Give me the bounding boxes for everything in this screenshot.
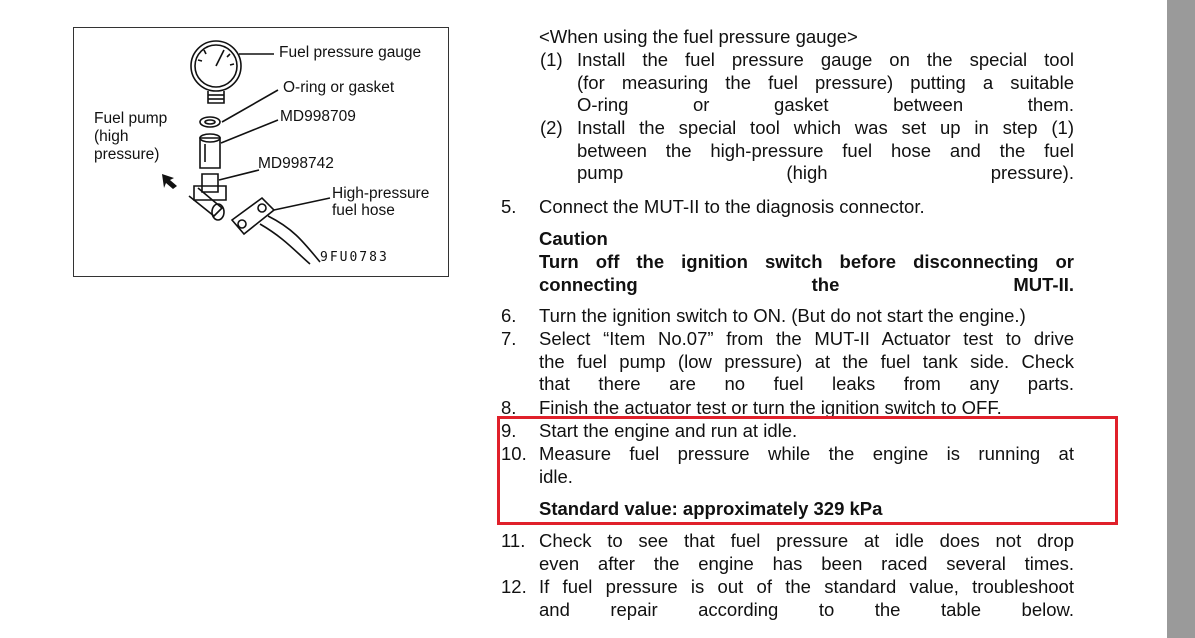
step10-number: 10. xyxy=(501,443,527,464)
figure-code: 9FU0783 xyxy=(320,250,389,265)
step7-number: 7. xyxy=(501,328,517,349)
step12-line: If fuel pressure is out of the standard value, troubleshoot xyxy=(539,576,1074,597)
step11-line: Check to see that fuel pressure at idle does not drop xyxy=(539,530,1074,551)
caution-line: connecting the MUT-II. xyxy=(539,273,1074,295)
step11-line: even after the engine has been raced several times. xyxy=(539,552,1074,574)
step10-line: Measure fuel pressure while the engine is running at xyxy=(539,443,1074,464)
step8-text: Finish the actuator test or turn the ignition switch to OFF. xyxy=(539,397,1002,418)
label-oring: O-ring or gasket xyxy=(283,79,395,96)
step6-text: Turn the ignition switch to ON. (But do not start the engine.) xyxy=(539,305,1026,326)
sub1-line: O-ring or gasket between them. xyxy=(577,94,1074,115)
label-md998742: MD998742 xyxy=(258,155,334,172)
sub1-text xyxy=(577,49,1074,116)
sub1-line: Install the fuel pressure gauge on the special tool xyxy=(577,49,1074,70)
step12-line: and repair according to the table below. xyxy=(539,598,1074,620)
caution-line: Turn off the ignition switch before disconnecting or xyxy=(539,251,1074,272)
fuel-gauge-diagram xyxy=(73,27,449,277)
label-fuel-pump-1: Fuel pump xyxy=(94,110,168,127)
sub2-number: (2) xyxy=(540,117,563,138)
caution-text xyxy=(539,251,1074,296)
sub2-text xyxy=(577,117,1074,184)
step7-text xyxy=(539,328,1074,396)
scrollbar-track[interactable] xyxy=(1167,0,1195,638)
caution-title: Caution xyxy=(539,228,608,249)
step5-number: 5. xyxy=(501,196,517,217)
sub2-line: pump (high pressure). xyxy=(577,162,1074,183)
step7-line: that there are no fuel leaks from any parts. xyxy=(539,373,1074,394)
sub1-number: (1) xyxy=(540,49,563,70)
label-md998709: MD998709 xyxy=(280,108,356,125)
standard-value: Standard value: approximately 329 kPa xyxy=(539,498,883,519)
label-high-pressure-hose-2: fuel hose xyxy=(332,202,395,219)
intro-heading: <When using the fuel pressure gauge> xyxy=(539,26,858,47)
step11-text xyxy=(539,530,1074,575)
step7-line: the fuel pump (low pressure) at the fuel tank side. Check xyxy=(539,350,1074,372)
sub2-line: between the high-pressure fuel hose and the fuel xyxy=(577,139,1074,161)
step5-text: Connect the MUT-II to the diagnosis connector. xyxy=(539,196,925,217)
step12-text xyxy=(539,576,1074,621)
step7-line: Select “Item No.07” from the MUT-II Actuator test to drive xyxy=(539,328,1074,349)
step9-text: Start the engine and run at idle. xyxy=(539,420,798,441)
label-fuel-pressure-gauge: Fuel pressure gauge xyxy=(279,44,422,61)
label-high-pressure-hose-1: High-pressure xyxy=(332,185,430,202)
step12-number: 12. xyxy=(501,576,527,597)
step10-line: idle. xyxy=(539,465,573,487)
step9-number: 9. xyxy=(501,420,517,441)
step6-number: 6. xyxy=(501,305,517,326)
sub1-line: (for measuring the fuel pressure) putting a suitable xyxy=(577,71,1074,93)
label-fuel-pump-3: pressure) xyxy=(94,146,160,163)
highlight-box xyxy=(497,416,1118,525)
label-fuel-pump-2: (high xyxy=(94,128,129,145)
step11-number: 11. xyxy=(501,530,526,551)
step8-number: 8. xyxy=(501,397,517,418)
sub2-line: Install the special tool which was set up in step (1) xyxy=(577,117,1074,138)
